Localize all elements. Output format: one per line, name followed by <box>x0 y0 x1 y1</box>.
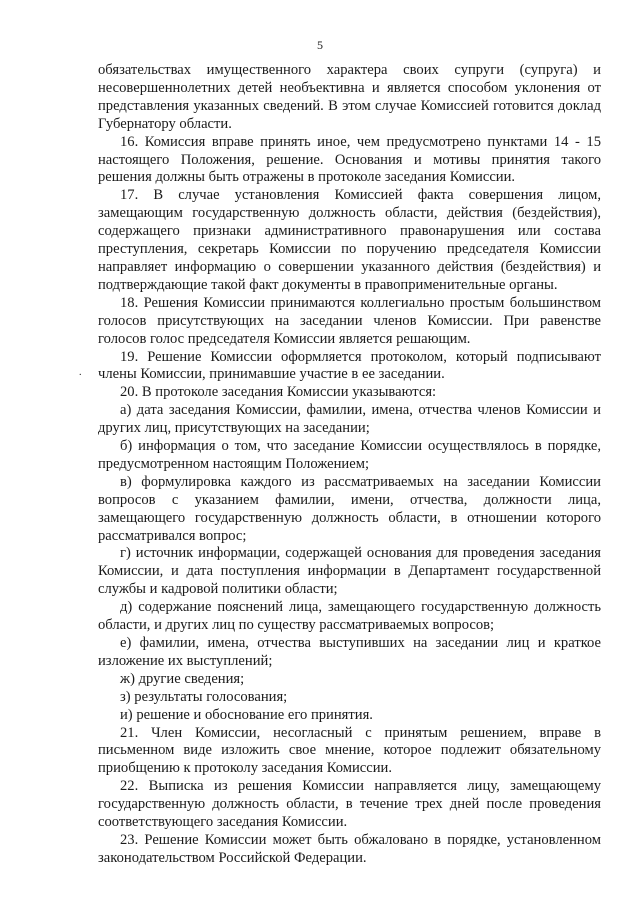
margin-mark: . <box>79 367 82 378</box>
list-item-i: и) решение и обоснование его принятия. <box>120 706 373 723</box>
list-item-e: е) фамилии, имена, отчества выступивших на заседании лиц и краткое изложение их выступлений; <box>98 635 601 669</box>
list-item-z: з) результаты голосования; <box>120 688 288 705</box>
list-item-g: г) источник информации, содержащей основания для проведения заседания Комиссии, и дата поступления информации в Департамент государственной службы и кадровой политики области; <box>98 545 601 598</box>
paragraph-16: 16. Комиссия вправе принять иное, чем предусмотрено пунктами 14 - 15 настоящего Положения, решение. Основания и мотивы принятия такого решения должны быть отражены в протоколе заседания Комиссии. <box>98 133 601 186</box>
list-item-a: а) дата заседания Комиссии, фамилии, имена, отчества членов Комиссии и других лиц, присутствующих на заседании; <box>98 402 601 437</box>
list-item-zh: ж) другие сведения; <box>120 670 245 687</box>
paragraph-18: 18. Решения Комиссии принимаются коллегиально простым большинством голосов присутствующих на заседании членов Комиссии. При равенстве голосов голос председателя Комиссии является решающим. <box>98 294 601 347</box>
paragraph-21: 21. Член Комиссии, несогласный с принятым решением, вправе в письменном виде изложить свое мнение, которое подлежит обязательному приобщению к протоколу заседания Комиссии. <box>98 724 601 777</box>
paragraph-20: 20. В протоколе заседания Комиссии указываются: <box>120 384 437 401</box>
list-item-b: б) информация о том, что заседание Комиссии осуществлялось в порядке, предусмотренном настоящим Положением; <box>98 438 601 472</box>
paragraph-22: 22. Выписка из решения Комиссии направляется лицу, замещающему государственную должность области, в течение трех дней после проведения соответствующего заседания Комиссии. <box>98 778 601 831</box>
list-item-v: в) формулировка каждого из рассматриваемых на заседании Комиссии вопросов с указанием фамилии, имени, отчества, должности лица, замещающего государственную должность области, в отношении которого рассматривался вопрос; <box>98 473 601 544</box>
document-body <box>98 62 601 868</box>
paragraph-intro: обязательствах имущественного характера своих супруги (супруга) и несовершеннолетних детей необъективна и является способом уклонения от представления указанных сведений. В этом случае Комиссией готовится доклад Губернатору области. <box>98 62 601 132</box>
paragraph-19: 19. Решение Комиссии оформляется протоколом, который подписывают члены Комиссии, принимавшие участие в ее заседании. <box>98 348 601 383</box>
list-item-d: д) содержание пояснений лица, замещающего государственную должность области, и других лиц по существу рассматриваемых вопросов; <box>98 599 601 634</box>
paragraph-17: 17. В случае установления Комиссией факта совершения лицом, замещающим государственную должность области, действия (бездействия), содержащего признаки административного правонарушения или состава преступления, секретарь Комиссии по поручению председателя Комиссии направляет информацию о совершении указанного действия (бездействия) и подтверждающие такой факт документы в правоприменительные органы. <box>98 187 601 293</box>
page-number: 5 <box>317 38 323 52</box>
paragraph-23: 23. Решение Комиссии может быть обжаловано в порядке, установленном законодательством Российской Федерации. <box>98 831 601 866</box>
